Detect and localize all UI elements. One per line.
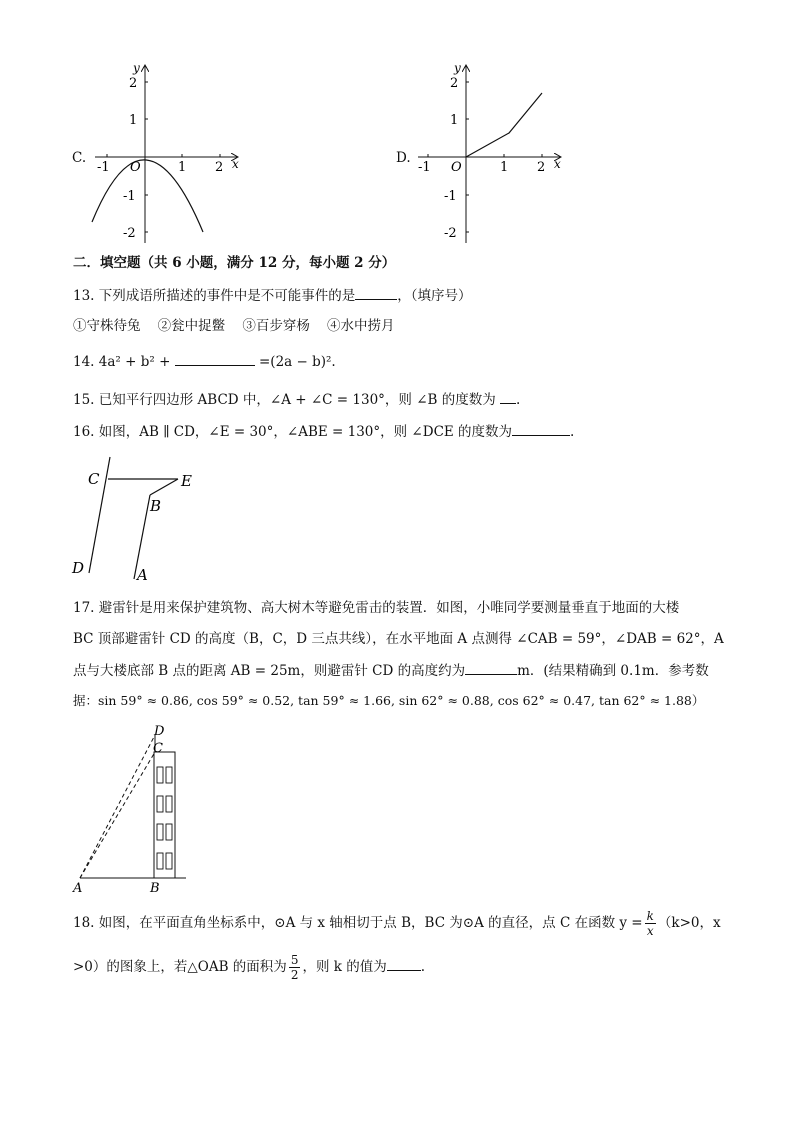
- answer-blank[interactable]: [512, 421, 570, 436]
- point-c-label: C: [153, 741, 163, 756]
- answer-blank[interactable]: [465, 660, 517, 675]
- graph-c-ytick: -1: [123, 189, 136, 204]
- graph-d-polyline: [466, 93, 542, 157]
- graph-c-xtick: 2: [215, 160, 224, 175]
- sight-line-ac: [80, 752, 155, 878]
- graph-c-ytick: -2: [123, 226, 136, 241]
- graph-d-xtick: 2: [537, 160, 546, 175]
- graph-c-xtick: 1: [178, 160, 187, 175]
- graph-d-x-label: x: [554, 157, 561, 171]
- graph-d-origin: O: [451, 160, 462, 175]
- section-heading: 二．填空题（共 6 小题，满分 12 分，每小题 2 分）: [73, 255, 396, 271]
- question-13-options: ①守株待兔 ②瓮中捉鳖 ③百步穿杨 ④水中捞月: [73, 318, 395, 334]
- sight-line-ad: [80, 735, 155, 878]
- point-b-label: B: [150, 497, 162, 515]
- figure-q17: [70, 722, 200, 897]
- point-a-label: A: [73, 881, 83, 896]
- option-d-label: D.: [396, 150, 411, 166]
- question-17-line-3: 点与大楼底部 B 点的距离 AB = 25m，则避雷针 CD 的高度约为 m．(结果精确到 0.1m．参考数: [73, 660, 709, 681]
- question-18-line-1: 18. 如图，在平面直角坐标系中，⊙A 与 x 轴相切于点 B，BC 为⊙A 的直径，点 C 在函数 y = $\frac{k}{x}$ （k>0，x: [73, 909, 721, 938]
- question-18-line-2: >0）的图象上，若△OAB 的面积为 $\frac{5}{2}$ ，则 k 的值为 .: [73, 953, 426, 982]
- point-a-label: A: [137, 566, 148, 584]
- graph-c-x-label: x: [232, 157, 239, 171]
- point-e-label: E: [181, 472, 192, 490]
- point-c-label: C: [88, 470, 100, 488]
- graph-d-y-label: y: [454, 61, 461, 75]
- figure-q16: [70, 455, 210, 590]
- point-d-label: D: [154, 724, 165, 739]
- question-17-line-4: 据：sin 59° ≈ 0.86, cos 59° ≈ 0.52, tan 59° ≈ 1.66, sin 62° ≈ 0.88, cos 62° ≈ 0.47, tan 62° ≈ 1.88）: [73, 693, 705, 708]
- answer-blank[interactable]: [175, 351, 255, 366]
- graph-c-origin: O: [130, 160, 141, 175]
- answer-blank[interactable]: [387, 956, 421, 971]
- graph-d-xtick: -1: [418, 160, 431, 175]
- graph-c-y-label: y: [133, 61, 140, 75]
- point-d-label: D: [72, 559, 85, 577]
- question-17-line-2: BC 顶部避雷针 CD 的高度（B，C，D 三点共线），在水平地面 A 点测得 ∠CAB = 59°，∠DAB = 62°，A: [73, 631, 724, 647]
- question-15: 15. 已知平行四边形 ABCD 中，∠A + ∠C = 130°，则 ∠B 的度数为 .: [73, 389, 520, 410]
- graph-d-ytick: -1: [444, 189, 457, 204]
- question-16: 16. 如图，AB ∥ CD，∠E = 30°，∠ABE = 130°，则 ∠DCE 的度数为 .: [73, 421, 574, 442]
- line-eb: [150, 479, 178, 495]
- question-17-line-1: 17. 避雷针是用来保护建筑物、高大树木等避免雷击的装置．如图，小唯同学要测量垂直于地面的大楼: [73, 600, 680, 616]
- graph-d: [408, 60, 568, 250]
- graph-c: [85, 60, 245, 250]
- graph-d-ytick: 1: [450, 113, 459, 128]
- point-b-label: B: [150, 881, 160, 896]
- question-13: 13. 下列成语所描述的事件中是不可能事件的是 ，（填序号）: [73, 285, 472, 306]
- answer-blank[interactable]: [500, 389, 516, 404]
- graph-c-ytick: 2: [129, 76, 138, 91]
- answer-blank[interactable]: [355, 285, 397, 300]
- graph-d-ytick: -2: [444, 226, 457, 241]
- question-14: 14. 4a² + b² + =(2a − b)².: [73, 351, 336, 372]
- option-c-label: C.: [72, 150, 87, 166]
- graph-d-xtick: 1: [500, 160, 509, 175]
- graph-c-ytick: 1: [129, 113, 138, 128]
- graph-c-xtick: -1: [97, 160, 110, 175]
- graph-d-ytick: 2: [450, 76, 459, 91]
